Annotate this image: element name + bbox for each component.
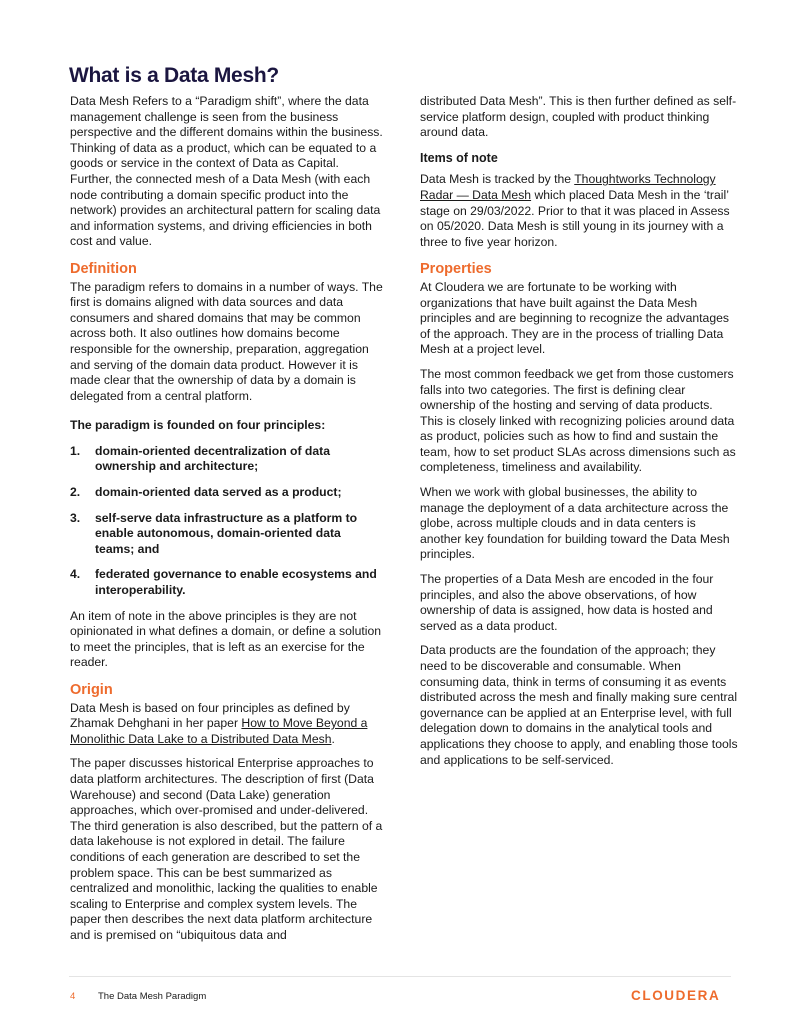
origin-text-before: Data Mesh is based on four principles as defined by Zhamak Dehghani in her paper [70,700,350,731]
footer-divider [69,976,731,977]
principle-text: federated governance to enable ecosystems and interoperability. [95,567,377,598]
principle-number: 3. [70,510,81,525]
items-of-note-paragraph [420,172,738,250]
page-title: What is a Data Mesh? [69,64,279,87]
intro-paragraph: Data Mesh Refers to a “Paradigm shift”, where the data management challenge is seen from the business perspective and the different domains within the business. Thinking of data as a product, which can be equated to a goods or service in the context of Data as Capital. Further, the connected mesh of a Data Mesh (with each node contributing a domain specific product into the network) provides an architectural pattern for scaling data and information systems, and driving efficiencies in both cost and value. [70,94,383,249]
page-number: 4 [70,991,76,1002]
principles-list [70,444,383,599]
left-column [70,94,383,953]
principle-item [70,444,383,475]
origin-heading: Origin [70,682,113,698]
origin-paragraph-2: The paper discusses historical Enterprise approaches to data platform architectures. The description of first (Data Warehouse) and second (Data Lake) generation approaches, which over-promised and under-delivered. The third generation is also described, but the pattern of a data lakehouse is not explored in detail. The failure conditions of each generation are described to set the problem space. This can be best summarized as centralized and monolithic, lacking the qualities to enable scaling to Enterprise and complex system levels. The paper then describes the next data platform architecture and is premised on “ubiquitous data and [70,756,383,942]
origin-text-after: . [331,731,335,746]
paper-link[interactable]: How to Move Beyond a Monolithic Data Lake to a Distributed Data Mesh [70,716,368,746]
principles-lead: The paradigm is founded on four principles: [70,418,326,433]
principle-text: domain-oriented data served as a product; [95,485,342,500]
properties-paragraph: When we work with global businesses, the ability to manage the deployment of a data architecture across the globe, across multiple clouds and in data centers is another key foundation for building toward the Data Mesh principles. [420,485,730,562]
principles-note: An item of note in the above principles is they are not opinionated in what defines a domain, or define a solution to meet the principles, that is left as an exercise for the reader. [70,608,381,670]
principle-text: domain-oriented decentralization of data ownership and architecture; [95,443,330,474]
properties-paragraph: Data products are the foundation of the approach; they need to be discoverable and consumable. When consuming data, think in terms of consuming it as events distributed across the mesh and finally making sure central governance can be applied at an Enterprise level, with full delegation down to domains in the analytical tools and applications they choose to apply, and enabling those tools and applications to be self-serviced. [420,643,738,767]
items-text-before: Data Mesh is tracked by the [420,172,575,187]
principle-item [70,511,383,558]
principle-number: 2. [70,485,81,500]
principle-text: self-serve data infrastructure as a platform to enable autonomous, domain-oriented data teams; and [95,510,358,556]
right-column [420,94,738,777]
items-of-note-heading: Items of note [420,150,498,165]
properties-paragraph: The properties of a Data Mesh are encoded in the four principles, and also the above observations, of how ownership of data is assigned, how data is hosted and served as a data product. [420,572,714,633]
properties-paragraph: The most common feedback we get from those customers falls into two categories. The first is defining clear ownership of the hosting and serving of data products. This is closely linked with recognizing policies around data as product, policies such as how to find and sustain the team, how to set product SLAs across dimensions such as completeness, timeliness and availability. [420,366,736,475]
definition-paragraph: The paradigm refers to domains in a number of ways. The first is domains aligned with data sources and data consumers and shared domains that may be common across both. It also outlines how domains become responsible for the ownership, preparation, aggregation and serving of the domain data product. However it is made clear that the ownership of data by a domain is delegated from a central platform. [70,279,383,403]
continued-paragraph: distributed Data Mesh”. This is then further defined as self-service platform design, coupled with product thinking around data. [420,94,737,140]
tech-radar-link[interactable]: Thoughtworks Technology Radar — Data Mesh [420,172,716,202]
principle-item [70,567,383,598]
principle-item [70,485,383,501]
document-name: The Data Mesh Paradigm [98,991,207,1002]
origin-paragraph [70,701,383,748]
properties-paragraph: At Cloudera we are fortunate to be working with organizations that have built against the Data Mesh principles and are beginning to recognize the advantages of the approach. They are in the process of trialling Data Mesh at a project level. [420,279,729,357]
definition-heading: Definition [70,260,137,277]
properties-heading: Properties [420,261,492,278]
principle-number: 4. [70,567,81,582]
items-text-after: which placed Data Mesh in the ‘trail’ stage on 29/03/2022. Prior to that it was placed in Assess on 05/2020. Data Mesh is still young in its journey with a three to five year horizon. [420,187,730,249]
cloudera-logo: CLOUDERA [631,988,721,1003]
principle-number: 1. [70,443,81,458]
